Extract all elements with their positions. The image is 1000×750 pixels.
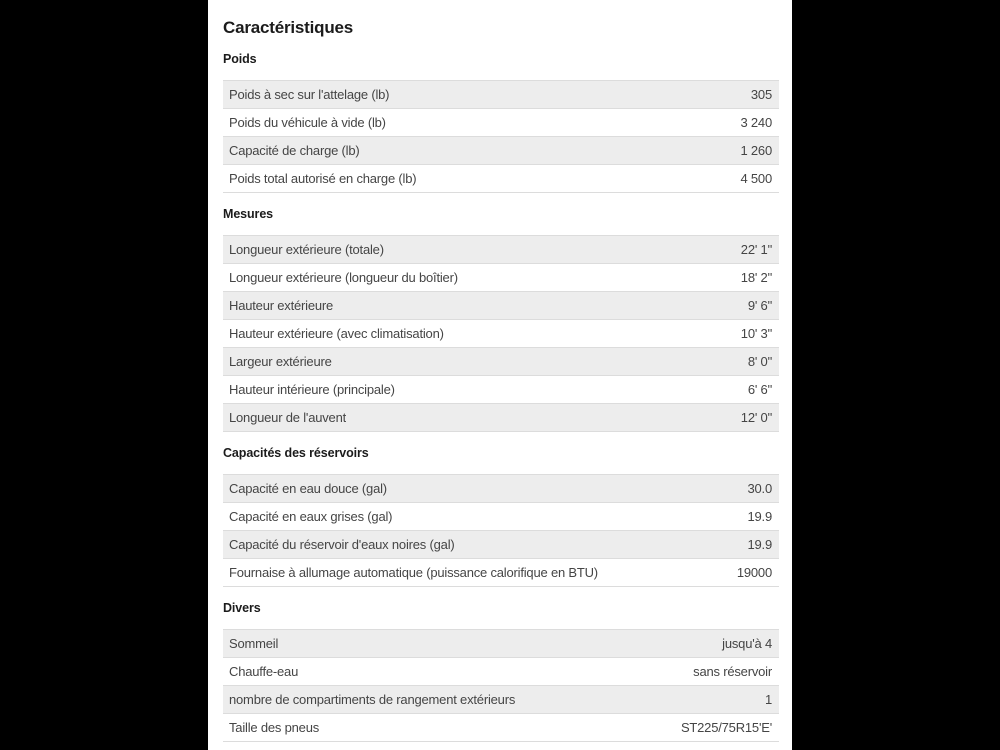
section-mesures: [223, 207, 779, 432]
spec-label: Chauffe-eau: [229, 664, 299, 679]
spec-value: 22' 1": [740, 242, 772, 257]
section-title-poids: Poids: [223, 52, 257, 66]
spec-row: [223, 530, 779, 558]
spec-value: 19.9: [747, 509, 772, 524]
spec-value: 6' 6": [747, 382, 772, 397]
spec-row: [223, 657, 779, 685]
spec-value: 19.9: [747, 537, 772, 552]
spec-label: Longueur de l'auvent: [229, 410, 347, 425]
spec-row: [223, 136, 779, 164]
spec-row: [223, 164, 779, 192]
spec-label: Taille des pneus: [229, 720, 320, 735]
spec-table-poids: [223, 80, 779, 193]
spec-row: [223, 403, 779, 431]
spec-value: 8' 0": [747, 354, 772, 369]
spec-value: 3 240: [740, 115, 772, 130]
spec-value: 1: [764, 692, 772, 707]
spec-row: [223, 375, 779, 403]
spec-value: sans réservoir: [693, 664, 772, 679]
spec-value: 30.0: [747, 481, 772, 496]
spec-value: 4 500: [740, 171, 772, 186]
spec-row: [223, 263, 779, 291]
spec-label: Longueur extérieure (totale): [229, 242, 384, 257]
spec-row: [223, 319, 779, 347]
spec-value: 18' 2": [740, 270, 772, 285]
spec-label: Longueur extérieure (longueur du boîtier): [229, 270, 458, 285]
spec-row: [223, 502, 779, 530]
specs-panel: [208, 0, 792, 750]
spec-value: 1 260: [740, 143, 772, 158]
spec-label: Hauteur extérieure: [229, 298, 334, 313]
spec-table-mesures: [223, 235, 779, 432]
spec-label: Poids à sec sur l'attelage (lb): [229, 87, 390, 102]
spec-label: Poids total autorisé en charge (lb): [229, 171, 417, 186]
spec-label: Hauteur intérieure (principale): [229, 382, 395, 397]
spec-value: 12' 0": [740, 410, 772, 425]
spec-value: ST225/75R15'E': [680, 720, 772, 735]
spec-label: Capacité en eau douce (gal): [229, 481, 387, 496]
spec-row: [223, 713, 779, 741]
spec-label: Capacité du réservoir d'eaux noires (gal): [229, 537, 455, 552]
spec-value: 9' 6": [747, 298, 772, 313]
spec-row: [223, 685, 779, 713]
spec-row: [223, 474, 779, 502]
spec-label: Largeur extérieure: [229, 354, 332, 369]
spec-table-capacites-reservoirs: [223, 474, 779, 587]
spec-label: Capacité en eaux grises (gal): [229, 509, 393, 524]
spec-label: Poids du véhicule à vide (lb): [229, 115, 386, 130]
section-title-capacites-reservoirs: Capacités des réservoirs: [223, 446, 369, 460]
spec-label: nombre de compartiments de rangement extérieurs: [229, 692, 516, 707]
spec-label: Sommeil: [229, 636, 279, 651]
spec-row: [223, 108, 779, 136]
spec-table-divers: [223, 629, 779, 742]
spec-value: 10' 3": [740, 326, 772, 341]
section-title-divers: Divers: [223, 601, 261, 615]
section-capacites-reservoirs: [223, 446, 779, 587]
spec-value: 19000: [736, 565, 772, 580]
spec-row: [223, 558, 779, 586]
spec-row: [223, 291, 779, 319]
spec-value: 305: [750, 87, 772, 102]
spec-row: [223, 629, 779, 657]
spec-row: [223, 347, 779, 375]
spec-label: Capacité de charge (lb): [229, 143, 360, 158]
spec-row: [223, 80, 779, 108]
spec-label: Fournaise à allumage automatique (puissance calorifique en BTU): [229, 565, 598, 580]
spec-value: jusqu'à 4: [722, 636, 772, 651]
page-title: Caractéristiques: [223, 18, 354, 37]
section-divers: [223, 601, 779, 742]
section-title-mesures: Mesures: [223, 207, 274, 221]
spec-row: [223, 235, 779, 263]
section-poids: [223, 52, 779, 193]
spec-label: Hauteur extérieure (avec climatisation): [229, 326, 444, 341]
